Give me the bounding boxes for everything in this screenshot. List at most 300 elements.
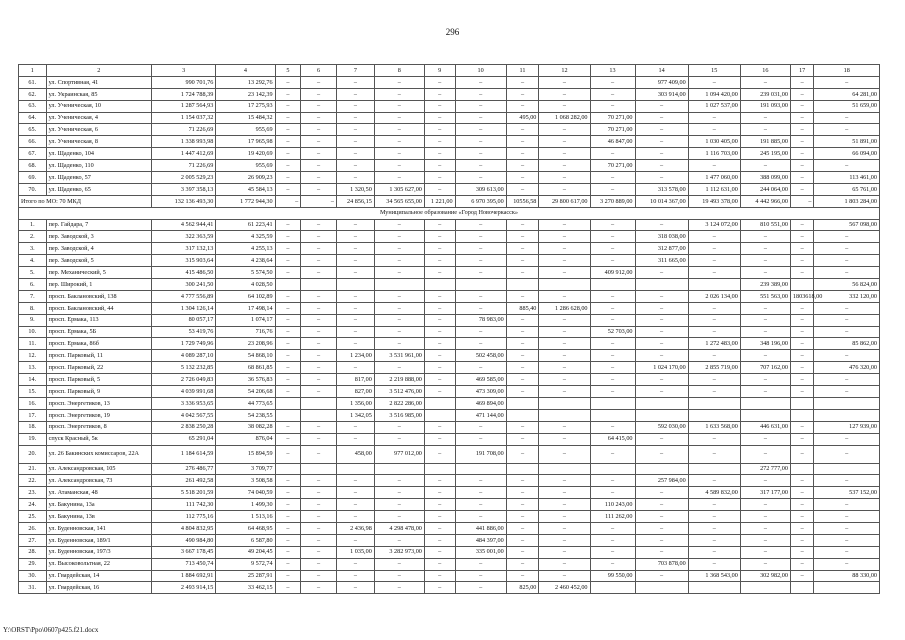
table-cell: 335 001,00 bbox=[455, 546, 506, 558]
table-cell: – bbox=[790, 124, 814, 136]
table-cell: – bbox=[506, 326, 539, 338]
table-cell: 300 241,50 bbox=[151, 279, 215, 291]
table-cell: – bbox=[590, 534, 635, 546]
table-cell: – bbox=[374, 534, 424, 546]
table-cell: – bbox=[424, 362, 455, 374]
table-cell: – bbox=[374, 421, 424, 433]
table-cell: – bbox=[301, 231, 337, 243]
table-cell: 21. bbox=[19, 463, 47, 475]
table-cell: 6 bbox=[301, 65, 337, 77]
table-cell: – bbox=[635, 219, 688, 231]
table-cell: – bbox=[790, 172, 814, 184]
table-cell: спуск Красный, 5к bbox=[46, 433, 151, 445]
table-cell: – bbox=[635, 290, 688, 302]
table-cell: 955,69 bbox=[216, 160, 275, 172]
table-cell: 3 531 961,00 bbox=[374, 350, 424, 362]
table-cell: – bbox=[301, 558, 337, 570]
table-cell: 13 bbox=[590, 65, 635, 77]
table-cell: 9. bbox=[19, 314, 47, 326]
table-cell: – bbox=[455, 302, 506, 314]
table-cell: – bbox=[301, 350, 337, 362]
section-title-row bbox=[19, 207, 880, 219]
table-cell: – bbox=[506, 219, 539, 231]
table-cell: – bbox=[455, 148, 506, 160]
table-cell: – bbox=[336, 534, 374, 546]
table-cell: – bbox=[814, 112, 880, 124]
table-cell: 38 082,28 bbox=[216, 421, 275, 433]
table-cell: 12 bbox=[539, 65, 590, 77]
table-header-row bbox=[19, 65, 880, 77]
table-cell: 2 436,98 bbox=[336, 522, 374, 534]
table-cell: 239 389,00 bbox=[740, 279, 790, 291]
table-cell: 703 878,00 bbox=[635, 558, 688, 570]
table-cell: – bbox=[814, 386, 880, 398]
table-cell: – bbox=[275, 267, 301, 279]
table-cell: 1 305 627,00 bbox=[374, 183, 424, 195]
table-cell: – bbox=[455, 219, 506, 231]
table-cell: – bbox=[590, 475, 635, 487]
table-cell: 2 838 250,28 bbox=[151, 421, 215, 433]
table-cell: 567 098,00 bbox=[814, 219, 880, 231]
table-cell: – bbox=[688, 511, 740, 523]
table-cell: 1 094 420,00 bbox=[688, 88, 740, 100]
table-cell: – bbox=[740, 374, 790, 386]
table-cell: – bbox=[790, 219, 814, 231]
table-cell: – bbox=[275, 88, 301, 100]
table-cell: 26 909,23 bbox=[216, 172, 275, 184]
table-cell: 18. bbox=[19, 421, 47, 433]
table-cell: – bbox=[336, 558, 374, 570]
table-cell: – bbox=[301, 255, 337, 267]
table-cell: – bbox=[740, 255, 790, 267]
table-cell: – bbox=[455, 136, 506, 148]
table-cell: 4 039 991,68 bbox=[151, 386, 215, 398]
table-row bbox=[19, 76, 880, 88]
table-cell: 4 589 832,00 bbox=[688, 487, 740, 499]
table-cell: – bbox=[740, 231, 790, 243]
table-cell: 10. bbox=[19, 326, 47, 338]
table-cell bbox=[590, 279, 635, 291]
table-cell: – bbox=[424, 534, 455, 546]
table-cell: 15 894,59 bbox=[216, 445, 275, 463]
table-cell: 4 bbox=[216, 65, 275, 77]
table-cell: 1 116 703,00 bbox=[688, 148, 740, 160]
table-row bbox=[19, 386, 880, 398]
table-cell: – bbox=[688, 445, 740, 463]
table-cell bbox=[301, 397, 337, 409]
table-cell: 1 356,00 bbox=[336, 397, 374, 409]
table-row bbox=[19, 314, 880, 326]
table-cell: – bbox=[539, 172, 590, 184]
table-cell: 67. bbox=[19, 148, 47, 160]
table-cell: – bbox=[688, 433, 740, 445]
table-cell: 1 729 749,96 bbox=[151, 338, 215, 350]
table-cell: – bbox=[539, 255, 590, 267]
table-cell: – bbox=[301, 374, 337, 386]
table-cell: пер. Гайдара, 7 bbox=[46, 219, 151, 231]
table-row bbox=[19, 255, 880, 267]
table-cell: – bbox=[424, 386, 455, 398]
table-cell: 111 262,00 bbox=[590, 511, 635, 523]
table-cell: 2 219 888,00 bbox=[374, 374, 424, 386]
table-cell: 276 486,77 bbox=[151, 463, 215, 475]
table-cell: 78 983,00 bbox=[455, 314, 506, 326]
table-cell: – bbox=[790, 231, 814, 243]
table-cell: 3 667 178,45 bbox=[151, 546, 215, 558]
table-cell: – bbox=[740, 124, 790, 136]
table-cell: 65 291,04 bbox=[151, 433, 215, 445]
table-row bbox=[19, 160, 880, 172]
table-cell: – bbox=[506, 475, 539, 487]
table-cell: – bbox=[740, 243, 790, 255]
table-cell: – bbox=[506, 558, 539, 570]
table-cell: – bbox=[455, 172, 506, 184]
table-cell: – bbox=[814, 255, 880, 267]
table-cell: 707 162,00 bbox=[740, 362, 790, 374]
table-cell: – bbox=[635, 136, 688, 148]
table-cell: – bbox=[301, 267, 337, 279]
table-cell: – bbox=[688, 386, 740, 398]
table-cell: ул. Атаманская, 48 bbox=[46, 487, 151, 499]
table-cell: – bbox=[539, 219, 590, 231]
table-cell: 27. bbox=[19, 534, 47, 546]
table-cell: – bbox=[740, 326, 790, 338]
table-cell: 8 bbox=[374, 65, 424, 77]
table-cell: – bbox=[424, 112, 455, 124]
table-cell: – bbox=[539, 386, 590, 398]
table-cell: 1 221,00 bbox=[424, 195, 455, 207]
table-cell bbox=[275, 463, 301, 475]
table-cell bbox=[539, 397, 590, 409]
table-cell: 825,00 bbox=[506, 582, 539, 594]
table-cell: – bbox=[455, 231, 506, 243]
table-cell: 272 777,00 bbox=[740, 463, 790, 475]
table-cell: – bbox=[539, 534, 590, 546]
table-cell: – bbox=[590, 148, 635, 160]
table-cell: – bbox=[506, 534, 539, 546]
table-cell: 716,76 bbox=[216, 326, 275, 338]
table-cell: – bbox=[814, 522, 880, 534]
table-cell: – bbox=[301, 290, 337, 302]
table-cell: – bbox=[455, 326, 506, 338]
table-cell: – bbox=[301, 582, 337, 594]
table-cell: – bbox=[635, 112, 688, 124]
table-cell: 17 bbox=[790, 65, 814, 77]
table-cell: – bbox=[590, 522, 635, 534]
table-cell: 4 804 832,95 bbox=[151, 522, 215, 534]
table-cell: – bbox=[814, 76, 880, 88]
table-cell: – bbox=[424, 267, 455, 279]
table-cell: 14 bbox=[635, 65, 688, 77]
table-cell: 191 093,00 bbox=[740, 100, 790, 112]
table-cell: 3 397 358,13 bbox=[151, 183, 215, 195]
table-cell: – bbox=[740, 76, 790, 88]
table-cell: ул. Ученическая, 4 bbox=[46, 112, 151, 124]
table-cell: – bbox=[814, 231, 880, 243]
table-cell: просп. Парковый, 5 bbox=[46, 374, 151, 386]
table-cell: 3 508,58 bbox=[216, 475, 275, 487]
table-cell: – bbox=[814, 267, 880, 279]
table-cell: пер. Заводской, 4 bbox=[46, 243, 151, 255]
table-cell: 29 800 617,00 bbox=[539, 195, 590, 207]
table-cell: 111 742,30 bbox=[151, 499, 215, 511]
footer-file-path: Y:\ORST\Ppo\0607p425.f21.docx bbox=[3, 626, 99, 634]
table-cell: 1 513,16 bbox=[216, 511, 275, 523]
table-cell: – bbox=[455, 76, 506, 88]
table-cell: – bbox=[506, 183, 539, 195]
table-cell: ул. 26 Бакинских комиссаров, 22А bbox=[46, 445, 151, 463]
table-cell: 490 984,80 bbox=[151, 534, 215, 546]
table-cell: – bbox=[424, 302, 455, 314]
table-cell: 1803618,00 bbox=[790, 290, 814, 302]
table-cell: – bbox=[336, 231, 374, 243]
table-cell bbox=[455, 279, 506, 291]
table-cell: – bbox=[590, 558, 635, 570]
table-cell: – bbox=[424, 124, 455, 136]
table-cell: 473 309,00 bbox=[455, 386, 506, 398]
table-cell: – bbox=[424, 314, 455, 326]
table-cell: 4 562 944,41 bbox=[151, 219, 215, 231]
table-cell: – bbox=[275, 160, 301, 172]
table-cell bbox=[790, 582, 814, 594]
table-cell: 5 132 232,85 bbox=[151, 362, 215, 374]
table-cell: – bbox=[590, 362, 635, 374]
table-cell: – bbox=[790, 570, 814, 582]
table-cell: 3 336 953,65 bbox=[151, 397, 215, 409]
table-cell: 64. bbox=[19, 112, 47, 124]
table-cell: – bbox=[275, 421, 301, 433]
table-cell: – bbox=[539, 421, 590, 433]
table-cell: 52 703,00 bbox=[590, 326, 635, 338]
table-cell: – bbox=[336, 124, 374, 136]
table-cell: – bbox=[590, 100, 635, 112]
table-cell: 810 551,00 bbox=[740, 219, 790, 231]
table-cell: – bbox=[301, 124, 337, 136]
table-cell: – bbox=[506, 136, 539, 148]
table-cell: – bbox=[506, 546, 539, 558]
table-cell: – bbox=[814, 374, 880, 386]
table-cell: – bbox=[590, 445, 635, 463]
table-cell: – bbox=[790, 100, 814, 112]
table-cell bbox=[506, 463, 539, 475]
table-cell bbox=[301, 463, 337, 475]
table-cell: 99 550,00 bbox=[590, 570, 635, 582]
table-cell: – bbox=[506, 499, 539, 511]
table-cell: – bbox=[374, 219, 424, 231]
table-cell: – bbox=[275, 255, 301, 267]
table-cell: 63. bbox=[19, 100, 47, 112]
table-cell: – bbox=[301, 570, 337, 582]
table-cell: – bbox=[590, 374, 635, 386]
table-cell: 1 772 944,30 bbox=[216, 195, 275, 207]
table-cell: – bbox=[635, 314, 688, 326]
table-cell: – bbox=[301, 475, 337, 487]
table-cell: – bbox=[275, 243, 301, 255]
table-cell: 46 847,00 bbox=[590, 136, 635, 148]
table-cell: 885,40 bbox=[506, 302, 539, 314]
table-cell: 17 498,14 bbox=[216, 302, 275, 314]
table-cell: 1 154 037,32 bbox=[151, 112, 215, 124]
table-cell: – bbox=[539, 546, 590, 558]
table-cell: 4 325,59 bbox=[216, 231, 275, 243]
table-cell: 1 184 614,59 bbox=[151, 445, 215, 463]
table-cell: ул. Щаденко, 65 bbox=[46, 183, 151, 195]
table-cell: – bbox=[301, 100, 337, 112]
table-cell: – bbox=[635, 522, 688, 534]
table-cell: 4 028,50 bbox=[216, 279, 275, 291]
table-cell: 469 894,00 bbox=[455, 397, 506, 409]
table-cell: ул. Бакунина, 13а bbox=[46, 499, 151, 511]
table-cell: 34 565 655,00 bbox=[374, 195, 424, 207]
table-row bbox=[19, 445, 880, 463]
table-cell: просп. Энергетиков, 13 bbox=[46, 397, 151, 409]
table-cell: – bbox=[424, 350, 455, 362]
table-cell: 23 208,96 bbox=[216, 338, 275, 350]
table-cell: 53 419,76 bbox=[151, 326, 215, 338]
table-cell: – bbox=[506, 433, 539, 445]
table-cell: 1 477 060,00 bbox=[688, 172, 740, 184]
table-cell: 51 659,00 bbox=[814, 100, 880, 112]
table-cell: 7 bbox=[336, 65, 374, 77]
table-cell: ул. Ученическая, 8 bbox=[46, 136, 151, 148]
table-cell: – bbox=[275, 231, 301, 243]
table-cell: – bbox=[506, 511, 539, 523]
table-cell: – bbox=[506, 76, 539, 88]
table-cell: 311 665,00 bbox=[635, 255, 688, 267]
table-cell: – bbox=[688, 314, 740, 326]
table-cell bbox=[424, 279, 455, 291]
table-cell bbox=[688, 582, 740, 594]
table-cell: 127 939,00 bbox=[814, 421, 880, 433]
table-cell: – bbox=[336, 136, 374, 148]
table-cell bbox=[275, 409, 301, 421]
table-cell: – bbox=[790, 267, 814, 279]
table-cell: – bbox=[506, 231, 539, 243]
table-cell: – bbox=[790, 386, 814, 398]
table-cell: 3. bbox=[19, 243, 47, 255]
table-row bbox=[19, 558, 880, 570]
table-cell: 5 574,50 bbox=[216, 267, 275, 279]
table-cell: 2. bbox=[19, 231, 47, 243]
table-cell: 827,00 bbox=[336, 386, 374, 398]
table-cell: – bbox=[336, 290, 374, 302]
table-cell: – bbox=[539, 124, 590, 136]
table-cell: – bbox=[374, 326, 424, 338]
total-row bbox=[19, 195, 880, 207]
table-cell: – bbox=[688, 76, 740, 88]
table-cell: – bbox=[374, 290, 424, 302]
table-cell: – bbox=[455, 243, 506, 255]
table-cell bbox=[790, 409, 814, 421]
table-cell: – bbox=[688, 475, 740, 487]
table-cell: 22. bbox=[19, 475, 47, 487]
table-cell: – bbox=[590, 546, 635, 558]
table-cell: 5. bbox=[19, 267, 47, 279]
table-cell: ул. Гвардейская, 16 bbox=[46, 582, 151, 594]
table-cell: – bbox=[455, 160, 506, 172]
table-cell: – bbox=[275, 558, 301, 570]
table-cell: – bbox=[374, 255, 424, 267]
table-cell: – bbox=[275, 350, 301, 362]
table-cell: – bbox=[814, 314, 880, 326]
table-cell: – bbox=[506, 374, 539, 386]
table-cell: – bbox=[275, 522, 301, 534]
table-cell: – bbox=[506, 350, 539, 362]
table-cell: – bbox=[790, 195, 814, 207]
table-cell: 70. bbox=[19, 183, 47, 195]
table-cell: 2 726 049,83 bbox=[151, 374, 215, 386]
table-cell: – bbox=[455, 100, 506, 112]
table-cell: – bbox=[455, 112, 506, 124]
table-cell: – bbox=[336, 314, 374, 326]
table-cell bbox=[539, 409, 590, 421]
table-cell: 2 026 134,00 bbox=[688, 290, 740, 302]
table-cell: 28. bbox=[19, 546, 47, 558]
table-cell: – bbox=[455, 267, 506, 279]
table-cell: – bbox=[539, 338, 590, 350]
table-cell bbox=[790, 463, 814, 475]
table-cell: 4 238,64 bbox=[216, 255, 275, 267]
table-cell: – bbox=[374, 267, 424, 279]
table-row bbox=[19, 511, 880, 523]
table-cell: – bbox=[635, 374, 688, 386]
table-row bbox=[19, 326, 880, 338]
table-cell: – bbox=[275, 534, 301, 546]
table-cell: 3 270 889,00 bbox=[590, 195, 635, 207]
table-cell: – bbox=[301, 314, 337, 326]
table-cell: 23. bbox=[19, 487, 47, 499]
table-cell: – bbox=[790, 445, 814, 463]
table-cell: – bbox=[424, 100, 455, 112]
table-cell bbox=[635, 397, 688, 409]
table-row bbox=[19, 350, 880, 362]
table-cell: 64 281,00 bbox=[814, 88, 880, 100]
table-cell: 817,00 bbox=[336, 374, 374, 386]
table-cell: – bbox=[506, 338, 539, 350]
table-cell: – bbox=[336, 570, 374, 582]
table-cell: – bbox=[424, 148, 455, 160]
table-cell: просп. Ермака, 113 bbox=[46, 314, 151, 326]
table-cell: – bbox=[790, 421, 814, 433]
table-cell: – bbox=[539, 511, 590, 523]
table-cell: – bbox=[688, 124, 740, 136]
table-cell bbox=[688, 279, 740, 291]
table-cell: ул. Щаденко, 57 bbox=[46, 172, 151, 184]
table-cell: 132 136 493,30 bbox=[151, 195, 215, 207]
table-cell: – bbox=[424, 76, 455, 88]
table-cell: просп. Баклановский, 44 bbox=[46, 302, 151, 314]
table-cell: 245 195,00 bbox=[740, 148, 790, 160]
table-cell: – bbox=[790, 88, 814, 100]
table-cell: ул. Буденновская, 189/1 bbox=[46, 534, 151, 546]
table-cell: 1 bbox=[19, 65, 47, 77]
table-cell: – bbox=[635, 267, 688, 279]
table-cell: 6 587,80 bbox=[216, 534, 275, 546]
table-cell: 26. bbox=[19, 522, 47, 534]
table-cell: – bbox=[455, 362, 506, 374]
table-cell: 3 512 476,00 bbox=[374, 386, 424, 398]
table-cell: ул. Щаденко, 110 bbox=[46, 160, 151, 172]
table-cell: – bbox=[814, 511, 880, 523]
table-row bbox=[19, 433, 880, 445]
table-cell bbox=[790, 279, 814, 291]
table-cell: 54 206,68 bbox=[216, 386, 275, 398]
table-cell: 495,00 bbox=[506, 112, 539, 124]
table-cell: – bbox=[506, 243, 539, 255]
table-cell: – bbox=[455, 290, 506, 302]
table-cell: – bbox=[590, 183, 635, 195]
table-cell: – bbox=[455, 582, 506, 594]
